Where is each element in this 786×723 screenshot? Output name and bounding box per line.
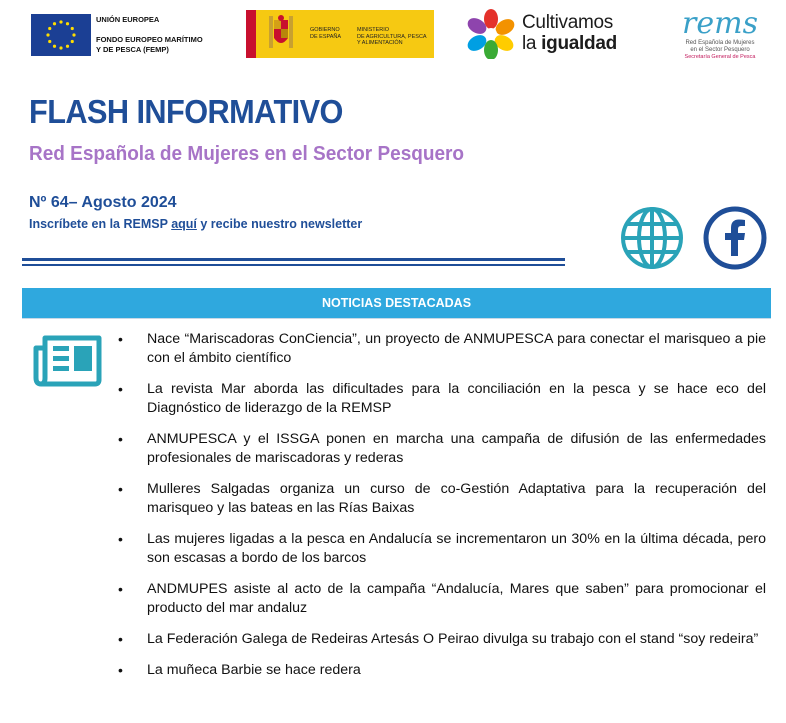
newspaper-icon (33, 332, 103, 388)
eu-star (46, 33, 49, 36)
eu-star (71, 27, 74, 30)
news-item[interactable]: • Las mujeres ligadas a la pesca en Andalucía se incrementaron un 30% en la última década, pero son escasas a bordo de los barcos (116, 530, 766, 568)
news-item[interactable]: • La muñeca Barbie se hace redera (116, 661, 766, 680)
news-item[interactable]: • La revista Mar aborda las dificultades para la conciliación en la pesca y se hace eco del Diagnóstico de liderazgo de la REMSP (116, 380, 766, 418)
remsp-line3: Secretaría General de Pesca (684, 54, 756, 60)
page-subtitle: Red Española de Mujeres en el Sector Pesquero (29, 143, 465, 165)
page-title: FLASH INFORMATIVO (29, 93, 343, 130)
remsp-line1: Red Española de Mujeres (685, 40, 755, 46)
eu-flag-icon (31, 14, 91, 56)
header-rule-thick (22, 258, 565, 261)
remsp-line2: en el Sector Pesquero (690, 47, 750, 53)
logos-header (0, 0, 786, 80)
news-item[interactable]: • Nace “Mariscadoras ConCiencia”, un proyecto de ANMUPESCA para conectar el marisqueo a pie con el ámbito científico (116, 330, 766, 368)
section-divider (22, 318, 771, 319)
ministry-line3: Y ALIMENTACIÓN (357, 40, 403, 46)
gobierno-text (310, 27, 350, 40)
news-item[interactable]: • Mulleres Salgadas organiza un curso de co-Gestión Adaptativa para la recuperación del marisqueo y las bateas en las Rías Baixas (116, 480, 766, 518)
subscribe-prefix: Inscríbete en la REMSP (29, 217, 172, 231)
news-list (116, 330, 766, 692)
cultivamos-flower-icon (466, 9, 516, 59)
eu-star (66, 45, 69, 48)
gob-line1: GOBIERNO (310, 27, 340, 33)
ministry-text (357, 27, 432, 47)
gob-flag-bar (246, 10, 256, 58)
ministry-line2: DE AGRICULTURA, PESCA (357, 33, 427, 40)
eu-star (71, 40, 74, 43)
news-item[interactable]: • ANMUPESCA y el ISSGA ponen en marcha una campaña de difusión de las enfermedades profesionales de mariscadoras y rederas (116, 430, 766, 468)
globe-icon[interactable] (618, 206, 686, 270)
subscribe-suffix: y recibe nuestro newsletter (196, 217, 363, 231)
subscribe-link[interactable]: aquí (171, 217, 197, 231)
eu-line3: Y DE PESCA (FEMP) (96, 45, 169, 54)
news-item[interactable]: • La Federación Galega de Redeiras Artesás O Peirao divulga su trabajo con el stand “soy redeira” (116, 630, 766, 649)
issue-number: Nº 64– Agosto 2024 (29, 194, 177, 211)
facebook-icon[interactable] (701, 206, 769, 270)
eu-star (59, 46, 62, 49)
cultivamos-text (522, 12, 617, 54)
remsp-mark: rems (682, 6, 758, 41)
eu-line2: FONDO EUROPEO MARÍTIMO (96, 35, 203, 44)
cultivamos-line1: Cultivamos (522, 12, 613, 33)
ministry-line1: MINISTERIO (357, 27, 390, 33)
eu-star (66, 22, 69, 25)
remsp-logo (664, 8, 776, 72)
eu-star (48, 40, 51, 43)
header-rule-thin (22, 264, 565, 266)
section-title-bar: NOTICIAS DESTACADAS (22, 288, 771, 318)
eu-logo-text (96, 15, 203, 55)
gobierno-logo (246, 10, 434, 58)
subscribe-line (29, 217, 362, 231)
cultivamos-line2a: la (522, 33, 542, 54)
gob-line2: DE ESPAÑA (310, 33, 342, 40)
eu-line1: UNIÓN EUROPEA (96, 15, 160, 24)
cultivamos-line2b: igualdad (541, 33, 617, 54)
news-item[interactable]: • ANDMUPES asiste al acto de la campaña “Andalucía, Mares que saben” para promocionar el producto del mar andaluz (116, 580, 766, 618)
eu-star (53, 45, 56, 48)
eu-star (53, 22, 56, 25)
eu-star (59, 20, 62, 23)
eu-star (48, 27, 51, 30)
coat-of-arms-icon (266, 14, 296, 54)
eu-star (72, 33, 75, 36)
